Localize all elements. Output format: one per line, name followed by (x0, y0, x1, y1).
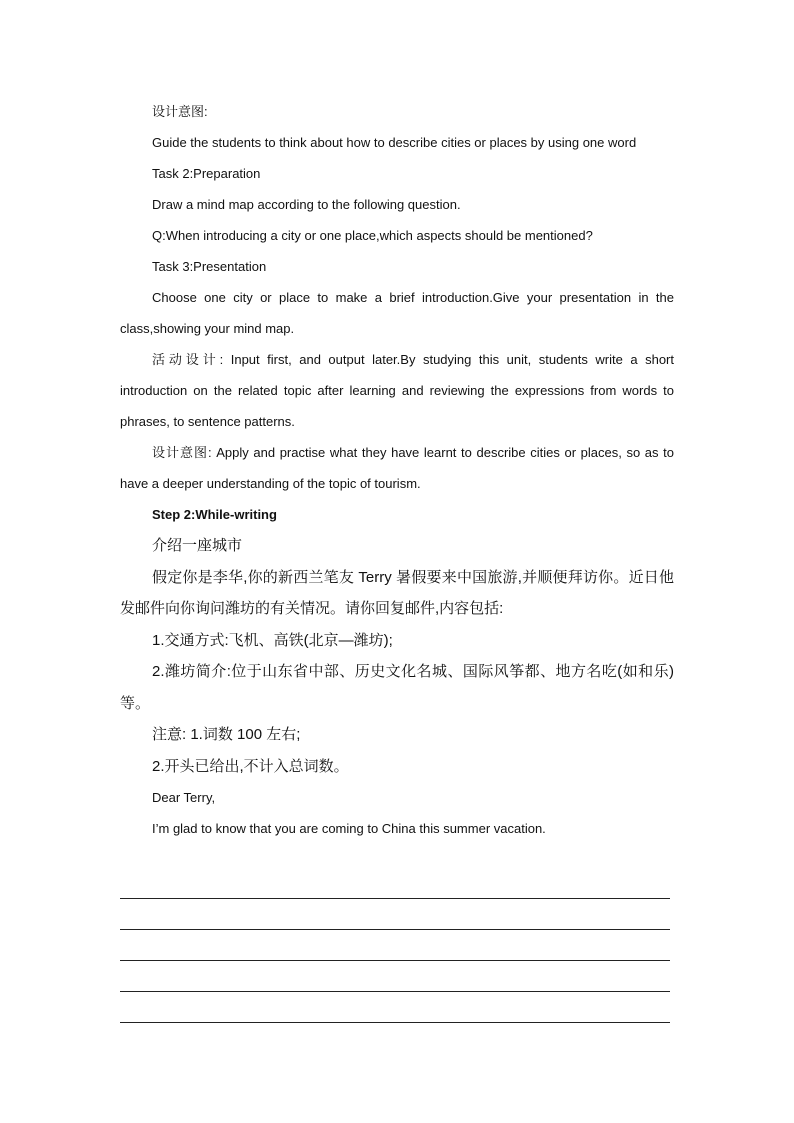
answer-lines (120, 898, 670, 1053)
guide-text: Guide the students to think about how to describe cities or places by using one word (152, 135, 637, 150)
answer-line (120, 1022, 670, 1023)
task3-instruction: Choose one city or place to make a brief introduction.Give your presentation in the class,showing your mind map. (120, 290, 674, 336)
activity-design: 活动设计: Input first, and output later.By studying this unit, students write a short introduction on the related topic after learning and reviewing the expressions from words to phrases, to sentence patterns. (120, 352, 674, 429)
writing-prompt: 假定你是李华,你的新西兰笔友 Terry 暑假要来中国旅游,并顺便拜访你。近日他发邮件向你询问潍坊的有关情况。请你回复邮件,内容包括: (120, 568, 674, 617)
letter-salutation: Dear Terry, (152, 790, 216, 805)
prompt-point-1: 1.交通方式:飞机、高铁(北京—潍坊); (152, 631, 393, 649)
answer-line (120, 929, 670, 930)
letter-opening: I’m glad to know that you are coming to China this summer vacation. (152, 821, 546, 836)
prompt-point-2: 2.潍坊简介:位于山东省中部、历史文化名城、国际风筝都、地方名吃(如和乐)等。 (120, 663, 674, 712)
document-page (120, 96, 674, 844)
mind-map-question: Q:When introducing a city or one place,which aspects should be mentioned? (152, 228, 593, 243)
task3-heading: Task 3:Presentation (152, 259, 267, 274)
writing-subtitle: 介绍一座城市 (152, 537, 243, 554)
step2-heading: Step 2:While-writing (152, 507, 277, 522)
note-2: 2.开头已给出,不计入总词数。 (152, 757, 349, 775)
answer-line (120, 898, 670, 899)
answer-line (120, 960, 670, 961)
answer-line (120, 991, 670, 992)
task2-heading: Task 2:Preparation (152, 166, 261, 181)
note-1: 注意: 1.词数 100 左右; (152, 726, 301, 743)
design-intent-2: 设计意图: Apply and practise what they have learnt to describe cities or places, so as to have a deeper understanding of the topic of tourism. (120, 445, 674, 491)
design-intent-label: 设计意图: (152, 104, 208, 119)
task2-instruction: Draw a mind map according to the following question. (152, 197, 461, 212)
